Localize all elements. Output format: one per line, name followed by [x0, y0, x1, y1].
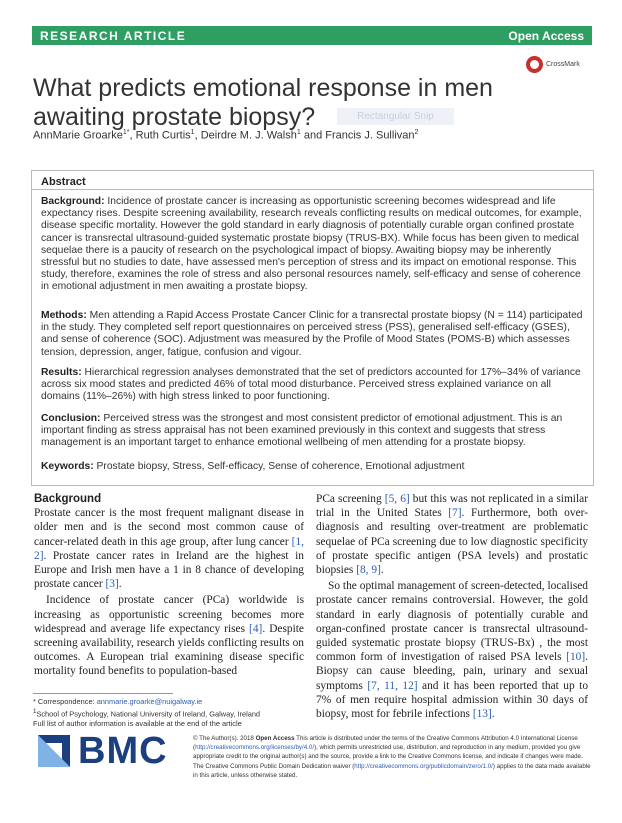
section-label: Background: [41, 196, 105, 207]
abstract-conclusion [41, 413, 588, 450]
citation-link[interactable]: [5, 6] [384, 493, 410, 505]
body-text: PCa screening [316, 493, 385, 505]
affiliation-text: School of Psychology, National University of Ireland, Galway, Ireland [36, 709, 261, 719]
author-affiliation-marker: 1* [122, 129, 130, 136]
body-left-column [34, 492, 304, 679]
citation-link[interactable]: [8, 9] [356, 564, 381, 577]
citation-link[interactable]: [7, 11, 12] [367, 679, 418, 692]
author-info-note: Full list of author information is available at the end of the article [33, 718, 242, 728]
section-text: Men attending a Rapid Access Prostate Cancer Clinic for a transrectal prostate biopsy (N = 114) participated in the study. They completed self report questionnaires on perceived stress (PSS), generalised self-efficacy (GSES), and sense of coherence (SOC). Adjustment was measured by the Profile of Mood States (POMS-B) which assesses tension, depression, anger, fatigue, confusion and vigour. [41, 310, 583, 358]
section-label: Methods: [41, 310, 87, 321]
abstract-heading: Abstract [32, 171, 593, 190]
body-text: and it has been reported that up to 7% of men require hospital admission within 30 days of biopsy, most for febrile infections [316, 679, 589, 721]
body-text: but this was not replicated in a similar trial in the United States [316, 493, 588, 520]
keywords-text: Prostate biopsy, Stress, Self-efficacy, Sense of coherence, Emotional adjustment [96, 461, 465, 472]
section-label: Results: [41, 367, 82, 378]
author-conjunction: and [303, 129, 323, 142]
author-list: AnnMarie Groarke$^{1*}$, Ruth Curtis$^1$, Deirdre M. J. Walsh$^1$ and Francis J. Sullivan$^2$ [33, 129, 419, 142]
waiver-link[interactable]: http://creativecommons.org/publicdomain/zero/1.0/ [354, 762, 493, 770]
rectangular-snip-overlay: Rectangular Snip [337, 108, 454, 125]
abstract-results [41, 367, 588, 404]
publisher-logo[interactable] [36, 730, 168, 772]
body-paragraph [316, 579, 588, 721]
license-text: ) applies to the data made available in this article, unless otherwise stated. [193, 762, 591, 779]
citation-link[interactable]: [1, 2] [34, 535, 304, 562]
author-affiliation-marker: 1 [296, 129, 301, 136]
license-link[interactable]: http://creativecommons.org/licenses/by/4.0/ [195, 744, 315, 752]
body-text: . [491, 708, 495, 721]
publisher-logo-text: BMC [78, 730, 168, 772]
citation-link[interactable]: [10] [566, 651, 586, 664]
crossmark-label: CrossMark [546, 61, 580, 68]
author-name[interactable]: Francis J. Sullivan [325, 129, 415, 142]
body-text: Prostate cancer is the most frequent malignant disease in older men and is the second most common cause of cancer-related death in this age group, after lung cancer [34, 507, 304, 548]
correspondence-email[interactable]: annmarie.groarke@nuigalway.ie [96, 697, 203, 706]
correspondence-label: * Correspondence: [33, 697, 97, 706]
author-affiliation-marker: 1 [190, 129, 195, 136]
author-name[interactable]: Deirdre M. J. Walsh [200, 129, 297, 142]
license-text: This article is distributed under the terms of the Creative Commons Attribution 4.0 International License ( [193, 735, 578, 752]
citation-link[interactable]: [4] [249, 622, 263, 635]
section-label: Keywords: [41, 461, 94, 472]
section-text: Perceived stress was the strongest and most consistent predictor of emotional adjustment. This is an important finding as stress appraisal has not been examined previously in this context and suggests that stress management is an important target to enhance emotional wellbeing of men attending for a prostate biopsy. [41, 413, 563, 449]
article-type: RESEARCH ARTICLE [40, 28, 187, 43]
author-name[interactable]: AnnMarie Groarke [33, 129, 123, 142]
author-name[interactable]: Ruth Curtis [135, 129, 191, 142]
article-title: What predicts emotional response in men awaiting prostate biopsy? [33, 73, 493, 131]
body-text: . Furthermore, both over-diagnosis and resulting over-treatment are problematic sequelae of PCa screening due to low diagnostic specificity of prostate specific antigen (PSA levels) and prostatic biopsies [316, 507, 588, 577]
license-text: ), which permits unrestricted use, distribution, and reproduction in any medium, provided you give appropriate credit to the original author(s) and the source, provide a link to the Creative Commons license, and indicate if changes were made. The Creative Commons Public Domain Dedication waiver ( [193, 744, 583, 770]
body-text: . [118, 578, 122, 591]
affiliation-line [33, 707, 303, 719]
abstract-keywords [41, 461, 588, 473]
footnote-divider [33, 693, 173, 694]
article-header-bar [32, 26, 592, 45]
footnotes [33, 693, 303, 728]
body-paragraph [34, 593, 304, 678]
citation-link[interactable]: [13] [472, 708, 492, 721]
citation-link[interactable]: [3] [105, 578, 119, 591]
body-text: . Despite screening availability, research yields conflicting results on outcomes. A European trial examining disease specific mortality found benefits to population-based [34, 622, 304, 678]
body-paragraph [316, 492, 588, 577]
body-text: . [380, 564, 384, 577]
crossmark-icon [526, 56, 543, 73]
section-text: Hierarchical regression analyses demonstrated that the set of predictors accounted for 17%–34% of variance across six mood states and predicted 46% of total mood disturbance. Perceived stress explained variance on all domains (11%–26%) with high stress linked to poor functioning. [41, 367, 581, 403]
section-text: Incidence of prostate cancer is increasing as opportunistic screening becomes widespread and life expectancy rises. Despite screening availability, research reveals conflicting results on medical outcomes, for example, disease specific mortality. However the gold standard in early diagnosis of potentially curable organ confined prostate cancer is transrectal ultrasound-guided systematic prostate biopsy (TRUS-BX). While focus has been given to medical sequelae there is a paucity of research on the psychological impact of biopsy. Awaiting biopsy may be inherently stressful but no studies to date, have assessed men's perception of stress and its impact on emotional response. This study, therefore, examines the role of stress and also personal resources namely, self-efficacy and sense of coherence in emotional adjustment in men awaiting a prostate biopsy. [41, 196, 582, 293]
body-text: Incidence of prostate cancer (PCa) worldwide is increasing as opportunistic screening becomes more widespread and average life expectancy rises [34, 594, 304, 635]
open-access-emphasis: Open Access [255, 735, 295, 742]
open-access-label[interactable]: Open Access [508, 28, 584, 43]
license-statement [193, 734, 593, 780]
body-text: So the optimal management of screen-detected, localised prostate cancer remains controversial. However, the gold standard in early diagnosis of potentially curable and organ-confined prostate cancer is transrectal ultrasound-guided systematic prostate biopsy (TRUS-Bx) , the most common form of investigation of raised PSA levels [316, 580, 588, 664]
author-affiliation-marker: 2 [414, 129, 419, 136]
section-heading: Background [34, 493, 102, 505]
body-paragraph [34, 506, 304, 591]
section-label: Conclusion: [41, 413, 101, 424]
abstract-methods [41, 310, 588, 359]
body-text: . Prostate cancer rates in Ireland are the highest in Europe and Irish men have a 1 in 8 chance of developing prostate cancer [34, 549, 304, 591]
body-right-column [316, 492, 588, 721]
affiliation-marker: 1 [33, 707, 37, 715]
bmc-logo-icon [36, 733, 72, 769]
abstract-box [31, 170, 594, 486]
correspondence-line [33, 697, 303, 707]
citation-link[interactable]: [7] [448, 507, 462, 520]
body-text: . Biopsy can cause bleeding, pain, urinary and sexual symptoms [316, 651, 588, 692]
crossmark-badge[interactable] [526, 56, 580, 73]
license-text: © The Author(s). 2018 [193, 735, 256, 742]
abstract-background [41, 196, 588, 294]
